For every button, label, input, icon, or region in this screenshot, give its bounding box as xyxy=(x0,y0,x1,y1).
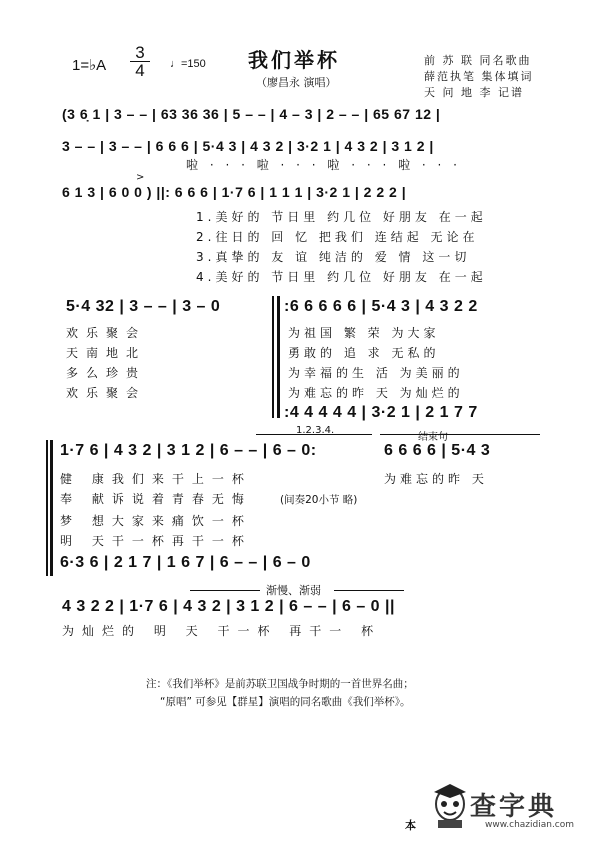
s4-left-lyric-4: 欢乐聚会 xyxy=(66,386,147,400)
system-4-notes-right: :6 6 6 6 6 | 5·4 3 | 4 3 2 2 xyxy=(284,298,478,315)
verse-3: 3.真挚的 友 谊 纯洁的 爱 情 这一切 xyxy=(196,250,471,264)
volta-label: 1.2.3.4. xyxy=(296,425,335,436)
dynamics-line-right xyxy=(334,590,404,591)
system-6-notes: 4 3 2 2 | 1·7 6 | 4 3 2 | 3 1 2 | 6 – – | 6 – 0 || xyxy=(62,598,395,615)
dynamics-line-left xyxy=(190,590,260,591)
s5-lyric-4: 明 天干一杯再干一杯 xyxy=(60,534,252,548)
meter-top: 3 xyxy=(135,43,145,62)
time-signature xyxy=(130,44,150,79)
page-mark: 本 xyxy=(405,819,416,832)
ending-lyric: 为难忘的昨 天 xyxy=(384,472,488,486)
credit-line-2: 薛范执笔 集体填词 xyxy=(424,70,534,83)
credit-line-3: 天 问 地 李 记谱 xyxy=(424,86,524,99)
s4-right-lyric-1: 为祖国 繁 荣 为大家 xyxy=(288,326,440,340)
tempo-mark: ♩=150 xyxy=(170,58,206,70)
key-signature: 1=♭A xyxy=(72,57,107,74)
verse-1: 1.美好的 节日里 约几位 好朋友 在一起 xyxy=(196,210,487,224)
system-2-lyric: 啦 · · · 啦 · · · 啦 · · · 啦 · · · xyxy=(186,158,461,172)
system-4-notes-left: 5·4 32 | 3 – – | 3 – 0 xyxy=(66,298,221,315)
accent-mark: > xyxy=(136,172,145,183)
s4-right-lyric-4: 为难忘的昨 天 为灿烂的 xyxy=(288,386,464,400)
system-2-notes: 3 – – | 3 – – | 6 6 6 | 5·4 3 | 4 3 2 | 3·2 1 | 4 3 2 | 3 1 2 | xyxy=(62,138,434,154)
verse-4: 4.美好的 节日里 约几位 好朋友 在一起 xyxy=(196,270,487,284)
s5-lyric-2: 奉 献诉说着青春无悔 xyxy=(60,492,252,506)
system-6-lyric: 为灿烂的 明 天 干一杯 再干一 杯 xyxy=(62,624,382,638)
ending-label: 结束句 xyxy=(418,432,448,443)
system-5-notes-bottom: 6·3 6 | 2 1 7 | 1 6 7 | 6 – – | 6 – 0 xyxy=(60,554,311,571)
dynamics-mark: 渐慢、渐弱 xyxy=(266,584,321,597)
system-5-bar-left-thick xyxy=(50,440,53,576)
s5-lyric-1: 健 康我们来干上一杯 xyxy=(60,472,252,486)
credit-line-1: 前 苏 联 同名歌曲 xyxy=(424,54,532,67)
s4-left-lyric-2: 天南地北 xyxy=(66,346,147,360)
system-5-bar-left xyxy=(46,440,48,576)
ending-bracket xyxy=(380,434,540,435)
system-5-notes-left: 1·7 6 | 4 3 2 | 3 1 2 | 6 – – | 6 – 0: xyxy=(60,442,317,459)
s5-lyric-3: 梦 想大家来痛饮一杯 xyxy=(60,514,252,528)
footnote-line-2: “原唱” 可参见【群星】演唱的同名歌曲《我们举杯》。 xyxy=(160,696,411,708)
repeat-bar-thick xyxy=(277,296,280,418)
meter-bottom: 4 xyxy=(130,61,150,79)
s4-right-lyric-3: 为幸福的生 活 为美丽的 xyxy=(288,366,464,380)
s4-left-lyric-1: 欢乐聚会 xyxy=(66,326,147,340)
mascot-icon xyxy=(430,782,470,830)
repeat-bar xyxy=(272,296,274,418)
system-5-notes-right: 6 6 6 6 | 5·4 3 xyxy=(384,442,491,459)
song-title: 我们举杯 xyxy=(248,48,340,72)
system-4-notes-bottom: :4 4 4 4 4 | 3·2 1 | 2 1 7 7 xyxy=(284,404,478,421)
logo-text: 查字典 xyxy=(470,792,558,822)
s4-right-lyric-2: 勇敢的 追 求 无私的 xyxy=(288,346,440,360)
s4-left-lyric-3: 多么珍贵 xyxy=(66,366,147,380)
interlude-note: (间奏20小节 略) xyxy=(280,494,358,506)
system-1-notes: (3 6̣ 1 | 3 – – | 63 36 36 | 5 – – | 4 – 3 | 2 – – | 65 67 12 | xyxy=(62,106,441,122)
system-3-notes: 6 1 3 | 6 0 0 ) ||: 6 6 6 | 1·7 6 | 1 1 1 | 3·2 1 | 2 2 2 | xyxy=(62,184,407,200)
logo-url: www.chazidian.com xyxy=(485,820,575,830)
verse-2: 2.往日的 回 忆 把我们 连结起 无论在 xyxy=(196,230,479,244)
singer-credit: （廖昌永 演唱） xyxy=(256,76,337,89)
footnote-line-1: 注：《我们举杯》是前苏联卫国战争时期的一首世界名曲； xyxy=(146,678,414,690)
